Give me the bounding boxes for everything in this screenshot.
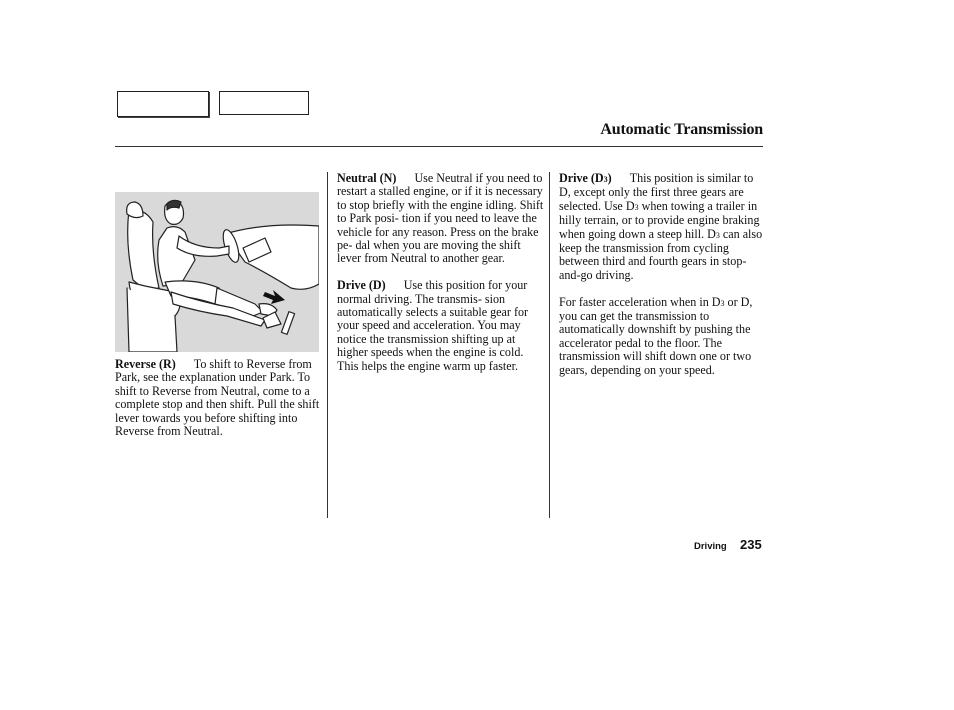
column-reverse — [115, 358, 321, 452]
accel-body-sub: 3 — [720, 298, 725, 308]
neutral-paragraph — [337, 172, 545, 266]
reverse-paragraph — [115, 358, 321, 438]
nav-prev-button[interactable] — [117, 91, 209, 117]
d3-body-sub2: 3 — [715, 230, 720, 240]
d3-body-b: when towing a trailer in hilly terrain, or to provide engine braking when going down a steep hill. D — [559, 198, 760, 241]
column-drive-d3 — [559, 172, 765, 390]
d3-body-c: can also keep the transmission from cycling between third and fourth gears in stop-and-go driving. — [559, 226, 763, 282]
accel-body-b: or D, you can get the transmission to automatically downshift by pushing the accelerator pedal to the floor. The transmission will shift down one or two gears, depending on your speed. — [559, 294, 753, 377]
neutral-body: Use Neutral if you need to restart a stalled engine, or if it is necessary to stop briefly with the engine idling. Shift to Park posi- tion if you need to leave the vehicle for any reason. Press on the brake pe- dal when you are moving the shift lever from Neutral to another gear. — [337, 171, 544, 266]
column-divider-2 — [549, 172, 550, 518]
neutral-heading: Neutral (N) — [337, 171, 397, 185]
d3-paragraph — [559, 172, 765, 282]
page-title: Automatic Transmission — [600, 121, 763, 138]
drive-body: Use this position for your normal driving. The transmis- sion automatically selects a suitable gear for your speed and acceleration. You may notice the transmission shifting up at higher speeds when the engine is cold. This helps the engine warm up faster. — [337, 278, 529, 373]
reverse-heading: Reverse (R) — [115, 357, 176, 371]
reverse-body: To shift to Reverse from Park, see the explanation under Park. To shift to Reverse from Neutral, come to a complete stop and then shift. Pull the shift lever towards you before shifting into Reverse from Neutral. — [115, 357, 320, 439]
accel-body-a: For faster acceleration when in D — [559, 294, 721, 309]
d3-heading-sub: 3 — [603, 175, 608, 184]
d3-heading-close: ) — [607, 171, 612, 185]
drive-heading: Drive (D) — [337, 278, 386, 293]
driver-braking-figure — [115, 192, 319, 352]
footer-section-label: Driving — [694, 541, 727, 552]
d3-body-sub1: 3 — [634, 202, 639, 212]
d3-heading-text: Drive (D — [559, 171, 604, 185]
page-number: 235 — [740, 537, 762, 552]
drive-paragraph — [337, 279, 545, 373]
driver-illustration — [115, 192, 319, 352]
d3-body-a: This position is similar to D, except only the first three gears are selected. Use D — [559, 171, 754, 213]
column-divider-1 — [327, 172, 328, 518]
nav-next-button[interactable] — [219, 91, 309, 115]
d3-heading — [559, 171, 612, 185]
column-neutral-drive — [337, 172, 545, 386]
acceleration-paragraph — [559, 296, 765, 377]
header-rule — [115, 146, 763, 147]
